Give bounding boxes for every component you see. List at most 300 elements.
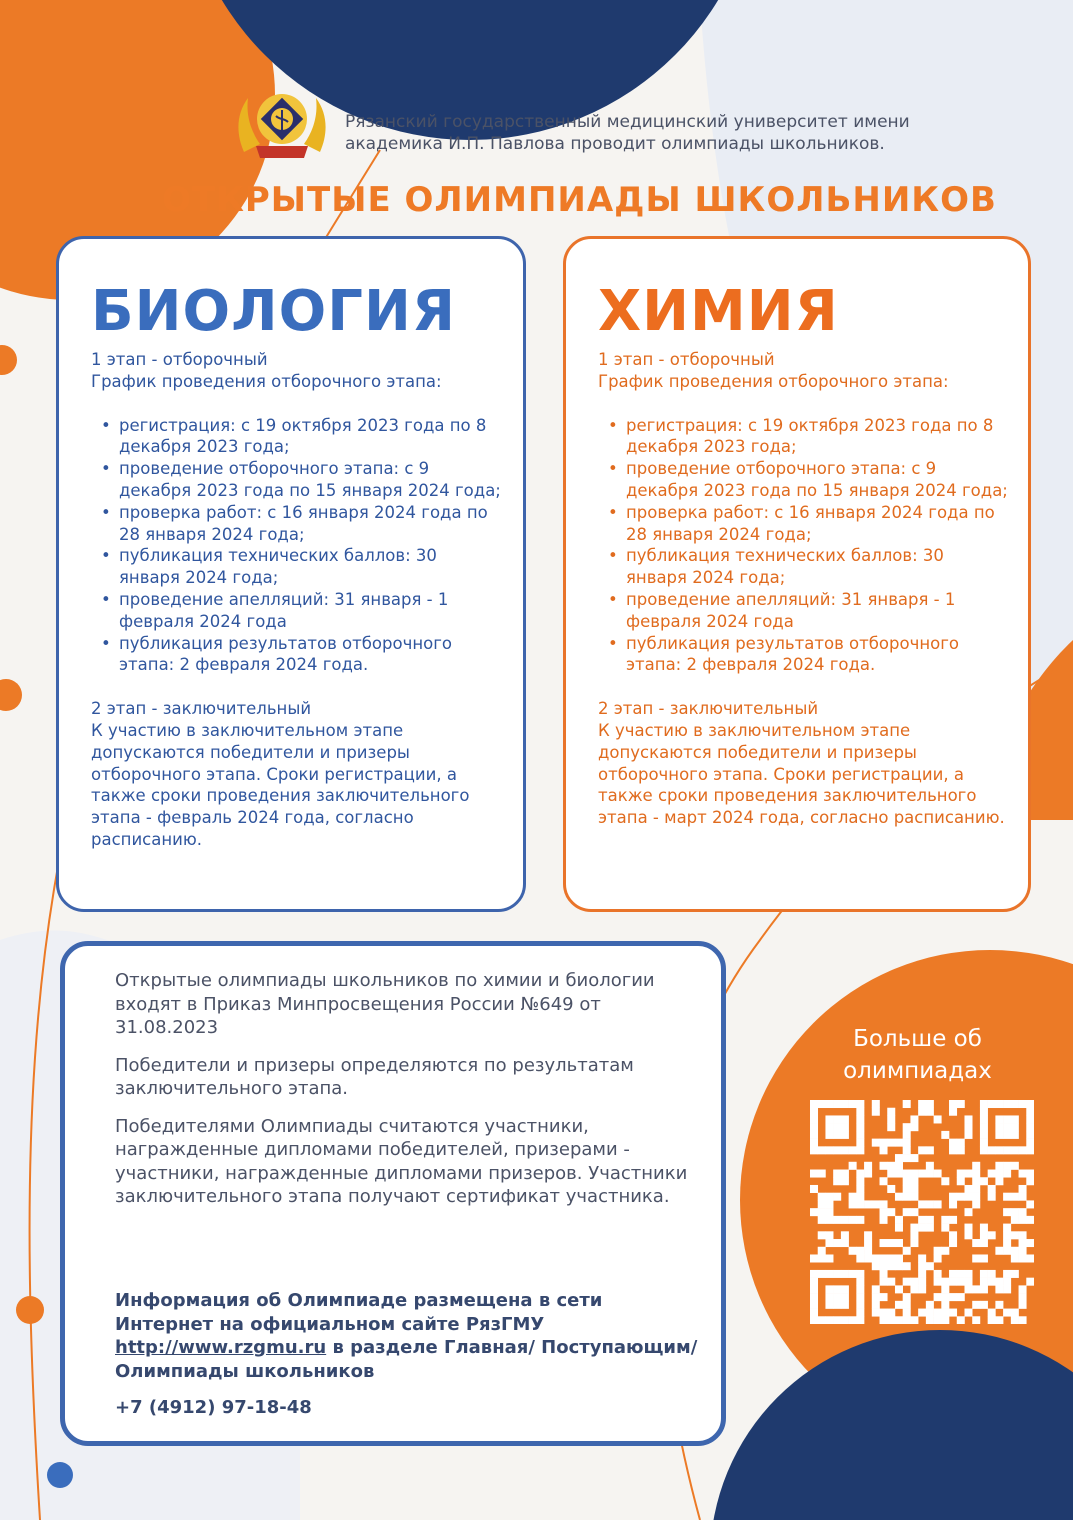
qr-module	[895, 1224, 903, 1232]
qr-module	[856, 1185, 864, 1193]
qr-module	[856, 1170, 864, 1178]
qr-module	[818, 1100, 826, 1108]
qr-module	[825, 1270, 833, 1278]
qr-module	[818, 1200, 826, 1208]
qr-module	[841, 1285, 849, 1293]
qr-module	[880, 1309, 888, 1317]
qr-module	[988, 1146, 996, 1154]
qr-module	[864, 1247, 872, 1255]
qr-module	[910, 1115, 918, 1123]
qr-module	[995, 1162, 1003, 1170]
qr-module	[988, 1270, 996, 1278]
qr-module	[910, 1278, 918, 1286]
qr-module	[1003, 1247, 1011, 1255]
qr-module	[934, 1247, 942, 1255]
qr-module	[1003, 1208, 1011, 1216]
qr-module	[1019, 1285, 1027, 1293]
qr-module	[841, 1270, 849, 1278]
qr-module	[833, 1146, 841, 1154]
qr-module	[957, 1193, 965, 1201]
qr-module	[825, 1316, 833, 1324]
qr-module	[903, 1309, 911, 1317]
biology-schedule-title: График проведения отборочного этапа:	[91, 371, 442, 391]
qr-module	[980, 1108, 988, 1116]
qr-module	[918, 1108, 926, 1116]
qr-module	[810, 1254, 818, 1262]
qr-module	[856, 1139, 864, 1147]
qr-module	[825, 1285, 833, 1293]
qr-module	[841, 1301, 849, 1309]
qr-module	[810, 1208, 818, 1216]
qr-module	[1011, 1254, 1019, 1262]
chemistry-heading: ХИМИЯ	[598, 279, 839, 344]
qr-module	[980, 1139, 988, 1147]
site-link[interactable]: http://www.rzgmu.ru	[115, 1337, 327, 1358]
qr-module	[988, 1193, 996, 1201]
info-box	[60, 941, 726, 1446]
blue-dot-bottom	[47, 1462, 73, 1488]
qr-module	[825, 1293, 833, 1301]
qr-module	[964, 1285, 972, 1293]
qr-module	[895, 1162, 903, 1170]
info-paragraph-winners: Победители и призеры определяются по результатам заключительного этапа.	[115, 1054, 634, 1099]
qr-module	[910, 1239, 918, 1247]
qr-module	[949, 1293, 957, 1301]
qr-module	[941, 1309, 949, 1317]
qr-module	[1019, 1208, 1027, 1216]
biology-card	[56, 236, 526, 912]
qr-module	[849, 1247, 857, 1255]
site-prefix: Информация об Олимпиаде размещена в сети Интернет на официальном сайте РязГМУ	[115, 1290, 603, 1335]
qr-module	[1011, 1231, 1019, 1239]
qr-module	[941, 1224, 949, 1232]
qr-module	[833, 1170, 841, 1178]
qr-module	[864, 1254, 872, 1262]
qr-module	[1019, 1216, 1027, 1224]
qr-module	[841, 1123, 849, 1131]
qr-module	[988, 1278, 996, 1286]
qr-module	[926, 1146, 934, 1154]
qr-module	[1011, 1131, 1019, 1139]
qr-module	[872, 1200, 880, 1208]
qr-module	[957, 1177, 965, 1185]
qr-module	[895, 1193, 903, 1201]
qr-module	[949, 1231, 957, 1239]
qr-module	[849, 1216, 857, 1224]
qr-module	[841, 1216, 849, 1224]
qr-module	[849, 1100, 857, 1108]
qr-module	[964, 1208, 972, 1216]
qr-module	[880, 1239, 888, 1247]
qr-module	[934, 1254, 942, 1262]
qr-module	[918, 1200, 926, 1208]
qr-module	[895, 1139, 903, 1147]
biology-heading: БИОЛОГИЯ	[91, 279, 456, 344]
qr-module	[887, 1262, 895, 1270]
qr-module	[988, 1100, 996, 1108]
qr-module	[1019, 1185, 1027, 1193]
qr-module	[1026, 1170, 1034, 1178]
qr-module	[810, 1301, 818, 1309]
qr-module	[856, 1270, 864, 1278]
university-logo-emblem	[234, 74, 330, 170]
qr-module	[903, 1154, 911, 1162]
qr-module	[856, 1278, 864, 1286]
qr-module	[887, 1185, 895, 1193]
qr-module	[841, 1170, 849, 1178]
qr-module	[972, 1301, 980, 1309]
qr-module	[964, 1270, 972, 1278]
qr-module	[887, 1108, 895, 1116]
qr-module	[972, 1193, 980, 1201]
qr-code[interactable]	[810, 1100, 1034, 1324]
qr-module	[1026, 1139, 1034, 1147]
qr-module	[949, 1309, 957, 1317]
qr-module	[818, 1270, 826, 1278]
qr-module	[1003, 1224, 1011, 1232]
qr-module	[995, 1131, 1003, 1139]
qr-module	[941, 1216, 949, 1224]
qr-module	[1019, 1239, 1027, 1247]
qr-module	[825, 1231, 833, 1239]
qr-module	[964, 1185, 972, 1193]
qr-module	[903, 1262, 911, 1270]
qr-module	[818, 1216, 826, 1224]
site-info	[115, 1289, 701, 1383]
qr-module	[980, 1254, 988, 1262]
qr-module	[810, 1270, 818, 1278]
qr-module	[833, 1285, 841, 1293]
qr-module	[903, 1278, 911, 1286]
qr-module	[825, 1115, 833, 1123]
qr-module	[910, 1170, 918, 1178]
qr-module	[895, 1262, 903, 1270]
qr-module	[910, 1316, 918, 1324]
qr-module	[910, 1285, 918, 1293]
qr-module	[864, 1200, 872, 1208]
qr-module	[895, 1254, 903, 1262]
qr-module	[949, 1270, 957, 1278]
qr-module	[856, 1309, 864, 1317]
qr-module	[810, 1108, 818, 1116]
intro-text: Рязанский государственный медицинский университет имени академика И.П. Павлова проводит олимпиады школьников.	[345, 112, 910, 154]
qr-module	[995, 1316, 1003, 1324]
qr-module	[856, 1123, 864, 1131]
qr-module	[926, 1301, 934, 1309]
qr-module	[910, 1193, 918, 1201]
qr-module	[972, 1177, 980, 1185]
qr-module	[872, 1285, 880, 1293]
qr-module	[910, 1177, 918, 1185]
biology-stage2-title: 2 этап - заключительный	[91, 699, 312, 719]
qr-module	[1019, 1100, 1027, 1108]
qr-module	[910, 1208, 918, 1216]
qr-module	[1026, 1278, 1034, 1286]
qr-module	[980, 1177, 988, 1185]
qr-module	[934, 1115, 942, 1123]
qr-module	[934, 1316, 942, 1324]
qr-module	[872, 1100, 880, 1108]
qr-module	[833, 1270, 841, 1278]
qr-module	[895, 1170, 903, 1178]
qr-module	[903, 1100, 911, 1108]
qr-module	[872, 1139, 880, 1147]
qr-module	[995, 1123, 1003, 1131]
qr-module	[856, 1301, 864, 1309]
qr-module	[964, 1123, 972, 1131]
qr-module	[810, 1316, 818, 1324]
qr-module	[949, 1193, 957, 1201]
qr-module	[841, 1231, 849, 1239]
qr-module	[833, 1239, 841, 1247]
qr-module	[980, 1224, 988, 1232]
qr-module	[941, 1285, 949, 1293]
qr-module	[941, 1177, 949, 1185]
qr-module	[818, 1146, 826, 1154]
qr-module	[949, 1216, 957, 1224]
list-item: • регистрация: с 19 октября 2023 года по 8 декабря 2023 года;	[91, 415, 503, 459]
list-item: • публикация результатов отборочного этапа: 2 февраля 2024 года.	[598, 633, 1008, 677]
qr-module	[1011, 1162, 1019, 1170]
qr-module	[941, 1247, 949, 1255]
qr-module	[833, 1216, 841, 1224]
qr-module	[872, 1254, 880, 1262]
qr-module	[833, 1100, 841, 1108]
qr-module	[995, 1177, 1003, 1185]
qr-module	[995, 1170, 1003, 1178]
qr-module	[880, 1139, 888, 1147]
qr-module	[887, 1278, 895, 1286]
qr-module	[887, 1123, 895, 1131]
qr-module	[988, 1231, 996, 1239]
qr-module	[988, 1170, 996, 1178]
qr-module	[833, 1316, 841, 1324]
qr-module	[818, 1231, 826, 1239]
qr-module	[1003, 1162, 1011, 1170]
qr-module	[833, 1131, 841, 1139]
chemistry-stage2-text: К участию в заключительном этапе допускаются победители и призеры отборочного этапа. Сроки регистрации, а также сроки проведения заключительного этапа - март 2024 года, согласно расписанию.	[598, 720, 1005, 828]
qr-module	[972, 1254, 980, 1262]
qr-module	[964, 1278, 972, 1286]
qr-module	[957, 1100, 965, 1108]
qr-module	[910, 1224, 918, 1232]
qr-module	[964, 1131, 972, 1139]
qr-module	[949, 1108, 957, 1116]
qr-caption: Больше об олимпиадах	[843, 1026, 992, 1084]
qr-module	[903, 1123, 911, 1131]
qr-module	[887, 1239, 895, 1247]
qr-module	[1003, 1131, 1011, 1139]
qr-module	[957, 1270, 965, 1278]
qr-module	[856, 1247, 864, 1255]
qr-module	[825, 1239, 833, 1247]
qr-module	[1011, 1309, 1019, 1317]
qr-module	[918, 1309, 926, 1317]
qr-module	[941, 1316, 949, 1324]
qr-module	[887, 1208, 895, 1216]
orange-dot-bottom	[16, 1296, 44, 1324]
qr-module	[810, 1131, 818, 1139]
qr-module	[833, 1115, 841, 1123]
biology-stage2-text: К участию в заключительном этапе допускаются победители и призеры отборочного этапа. Сроки регистрации, а также сроки проведения заключительного этапа - февраль 2024 года, согласно расписанию.	[91, 720, 470, 849]
qr-module	[818, 1254, 826, 1262]
list-item: • проведение отборочного этапа: с 9 декабря 2023 года по 15 января 2024 года;	[91, 458, 503, 502]
qr-module	[934, 1200, 942, 1208]
qr-module	[887, 1170, 895, 1178]
qr-module	[918, 1262, 926, 1270]
qr-module	[903, 1131, 911, 1139]
qr-module	[825, 1146, 833, 1154]
qr-module	[841, 1293, 849, 1301]
qr-module	[1011, 1316, 1019, 1324]
qr-module	[833, 1193, 841, 1201]
list-item: • проверка работ: с 16 января 2024 года по 28 января 2024 года;	[598, 502, 1008, 546]
qr-module	[880, 1146, 888, 1154]
qr-module	[887, 1254, 895, 1262]
qr-module	[957, 1293, 965, 1301]
qr-module	[880, 1162, 888, 1170]
qr-module	[880, 1293, 888, 1301]
qr-module	[995, 1285, 1003, 1293]
qr-module	[918, 1254, 926, 1262]
qr-module	[949, 1146, 957, 1154]
qr-module	[1011, 1247, 1019, 1255]
qr-module	[833, 1293, 841, 1301]
info-paragraph-diplomas: Победителями Олимпиады считаются участники, награжденные дипломами победителей, призерами - участники, награжденные дипломами призеров. Участники заключительного этапа получают сертификат участника.	[115, 1115, 688, 1207]
qr-module	[1011, 1123, 1019, 1131]
qr-module	[972, 1316, 980, 1324]
qr-module	[903, 1177, 911, 1185]
qr-module	[825, 1200, 833, 1208]
page-title: ОТКРЫТЫЕ ОЛИМПИАДЫ ШКОЛЬНИКОВ	[162, 180, 997, 220]
qr-module	[926, 1100, 934, 1108]
chemistry-schedule-title: График проведения отборочного этапа:	[598, 371, 949, 391]
qr-module	[934, 1270, 942, 1278]
biology-stage1-title: 1 этап - отборочный	[91, 350, 268, 369]
qr-module	[980, 1115, 988, 1123]
qr-module	[1026, 1254, 1034, 1262]
qr-module	[949, 1139, 957, 1147]
list-item: • публикация результатов отборочного этапа: 2 февраля 2024 года.	[91, 633, 503, 677]
qr-module	[980, 1301, 988, 1309]
qr-module	[1011, 1193, 1019, 1201]
chemistry-stage2-title: 2 этап - заключительный	[598, 699, 819, 719]
qr-module	[880, 1270, 888, 1278]
qr-module	[1003, 1231, 1011, 1239]
qr-module	[980, 1131, 988, 1139]
qr-module	[910, 1231, 918, 1239]
qr-module	[856, 1131, 864, 1139]
qr-module	[918, 1146, 926, 1154]
qr-module	[841, 1100, 849, 1108]
qr-module	[918, 1285, 926, 1293]
qr-module	[887, 1316, 895, 1324]
chemistry-schedule-list	[598, 415, 1008, 677]
qr-module	[980, 1278, 988, 1286]
biology-schedule-list	[91, 415, 503, 677]
qr-module	[1019, 1146, 1027, 1154]
qr-module	[833, 1177, 841, 1185]
list-item: • проведение отборочного этапа: с 9 декабря 2023 года по 15 января 2024 года;	[598, 458, 1008, 502]
qr-module	[841, 1131, 849, 1139]
qr-module	[941, 1301, 949, 1309]
qr-module	[1026, 1177, 1034, 1185]
qr-module	[849, 1200, 857, 1208]
qr-module	[810, 1309, 818, 1317]
qr-module	[825, 1100, 833, 1108]
qr-module	[972, 1239, 980, 1247]
qr-module	[825, 1254, 833, 1262]
qr-module	[988, 1316, 996, 1324]
qr-module	[926, 1108, 934, 1116]
qr-module	[856, 1316, 864, 1324]
qr-module	[895, 1285, 903, 1293]
qr-module	[980, 1146, 988, 1154]
qr-module	[980, 1239, 988, 1247]
qr-module	[841, 1316, 849, 1324]
qr-module	[810, 1185, 818, 1193]
qr-module	[880, 1262, 888, 1270]
qr-module	[895, 1316, 903, 1324]
qr-module	[1026, 1216, 1034, 1224]
qr-module	[872, 1108, 880, 1116]
qr-module	[818, 1170, 826, 1178]
qr-module	[1003, 1170, 1011, 1178]
qr-module	[864, 1162, 872, 1170]
qr-module	[810, 1115, 818, 1123]
qr-module	[949, 1239, 957, 1247]
qr-module	[918, 1270, 926, 1278]
qr-module	[880, 1216, 888, 1224]
qr-module	[926, 1316, 934, 1324]
qr-module	[825, 1123, 833, 1131]
qr-module	[1026, 1146, 1034, 1154]
qr-module	[980, 1231, 988, 1239]
qr-module	[880, 1254, 888, 1262]
qr-module	[918, 1170, 926, 1178]
qr-module	[964, 1115, 972, 1123]
qr-module	[833, 1301, 841, 1309]
qr-module	[934, 1278, 942, 1286]
qr-module	[972, 1285, 980, 1293]
qr-module	[918, 1100, 926, 1108]
qr-module	[810, 1123, 818, 1131]
qr-module	[864, 1170, 872, 1178]
qr-module	[856, 1177, 864, 1185]
qr-module	[941, 1131, 949, 1139]
qr-module	[887, 1309, 895, 1317]
qr-module	[825, 1193, 833, 1201]
qr-module	[825, 1208, 833, 1216]
qr-module	[810, 1285, 818, 1293]
qr-module	[810, 1146, 818, 1154]
qr-module	[903, 1193, 911, 1201]
qr-module	[980, 1270, 988, 1278]
qr-module	[934, 1170, 942, 1178]
qr-module	[903, 1208, 911, 1216]
qr-module	[995, 1115, 1003, 1123]
qr-module	[1019, 1254, 1027, 1262]
qr-module	[972, 1200, 980, 1208]
qr-module	[949, 1278, 957, 1286]
qr-module	[810, 1139, 818, 1147]
qr-module	[841, 1115, 849, 1123]
qr-module	[1011, 1100, 1019, 1108]
qr-module	[895, 1154, 903, 1162]
qr-module	[988, 1185, 996, 1193]
qr-module	[895, 1239, 903, 1247]
qr-module	[864, 1231, 872, 1239]
